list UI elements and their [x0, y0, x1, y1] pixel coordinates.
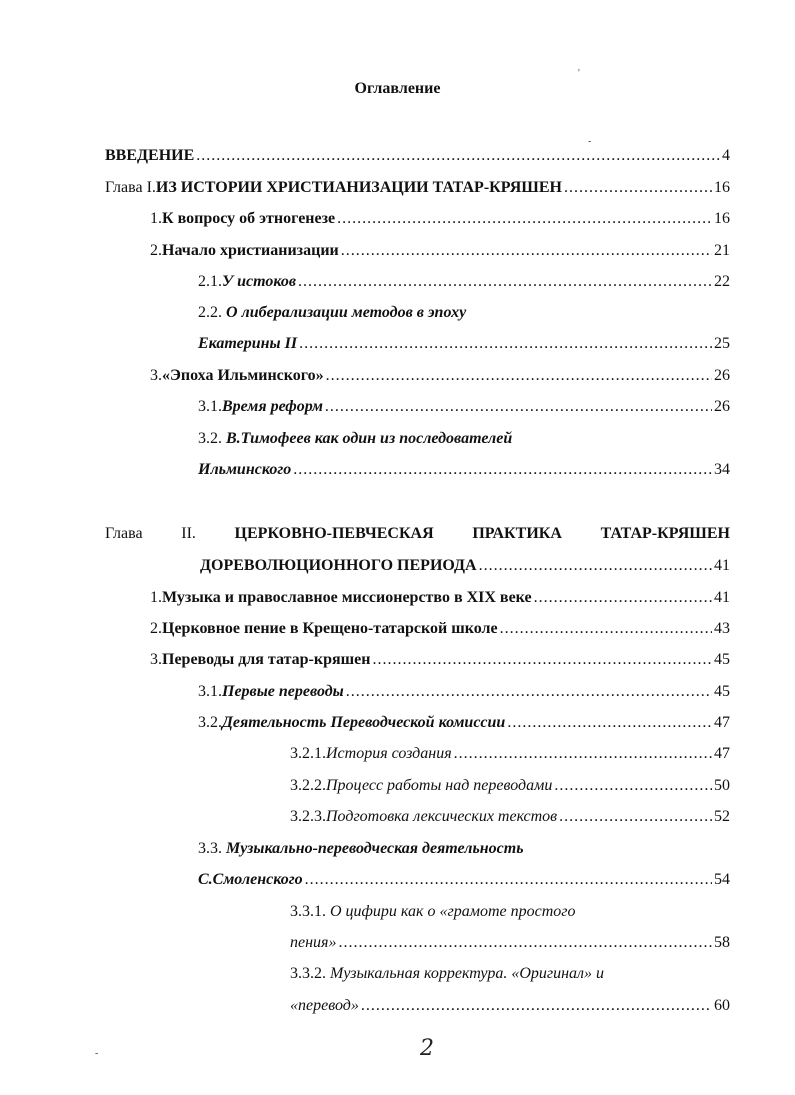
scan-speck: - [588, 136, 592, 147]
toc-entry-number: 2. [150, 620, 162, 637]
toc-dot-leader [325, 391, 712, 423]
toc-page-number: 41 [714, 589, 730, 606]
toc-dot-leader [554, 770, 712, 802]
toc-entry-label: Музыкальная корректура. «Оригинал» и [330, 965, 605, 982]
toc-entry-introduction[interactable] [105, 140, 730, 172]
toc-dot-leader [346, 676, 712, 708]
toc-dot-leader [341, 235, 712, 267]
toc-entry-2-3-3-line2[interactable] [198, 864, 730, 896]
toc-dot-leader [564, 172, 712, 204]
toc-entry-label: Переводы для татар-кряшен [162, 651, 371, 668]
toc-entry-label: Начало христианизации [162, 242, 339, 259]
toc-entry-label-cont: «перевод» [290, 997, 359, 1014]
toc-entry-number: 3.3.2. [290, 965, 330, 982]
toc-entry-2-3-1[interactable] [198, 676, 730, 708]
toc-page-number: 21 [714, 242, 730, 259]
toc-dot-leader [479, 550, 712, 582]
toc-entry-2-3-3-2-line1[interactable] [290, 958, 604, 990]
toc-entry-label: К вопросу об этногенезе [162, 210, 336, 227]
toc-entry-number: 2.2. [198, 304, 226, 321]
toc-entry-number: 2. [150, 242, 162, 259]
toc-entry-1-3[interactable] [150, 360, 730, 392]
toc-entry-number: 3. [150, 367, 162, 384]
toc-page-number: 22 [714, 273, 730, 290]
toc-page-number: 16 [714, 179, 730, 196]
toc-dot-leader [196, 140, 720, 172]
toc-entry-label: ТАТАР-КРЯШЕН [600, 525, 730, 542]
toc-entry-number: 3.2.2. [290, 777, 326, 794]
toc-page-number: 47 [714, 745, 730, 762]
toc-entry-label-cont: Ильминского [198, 461, 292, 478]
toc-entry-label-cont: Екатерины II [198, 335, 298, 352]
toc-entry-label: ВВЕДЕНИЕ [105, 147, 195, 164]
toc-dot-leader [372, 644, 712, 676]
toc-entry-2-3-3-1-line1[interactable] [290, 896, 576, 928]
toc-entry-1-1[interactable] [150, 203, 730, 235]
toc-entry-2-3[interactable] [150, 644, 730, 676]
toc-entry-1-2-1[interactable] [198, 266, 730, 298]
toc-entry-label: ЦЕРКОВНО-ПЕВЧЕСКАЯ [234, 525, 434, 542]
toc-page-number: 26 [714, 398, 730, 415]
toc-entry-2-3-2-3[interactable] [290, 801, 730, 833]
toc-entry-number: 1. [150, 210, 162, 227]
toc-page-number: 45 [714, 683, 730, 700]
toc-entry-label: О либерализации методов в эпоху [226, 304, 467, 321]
toc-entry-label: «Эпоха Ильминского» [162, 367, 324, 384]
toc-page-number: 60 [714, 997, 730, 1014]
toc-entry-2-3-2-1[interactable] [290, 738, 730, 770]
toc-page-number: 43 [714, 620, 730, 637]
toc-chapter-prefix: Глава I. [105, 179, 156, 196]
toc-page-number: 54 [714, 871, 730, 888]
toc-entry-number: 3.1. [198, 683, 222, 700]
handwritten-page-number: 2 [420, 1036, 434, 1061]
toc-entry-label: ПРАКТИКА [472, 525, 562, 542]
scan-speck: - [95, 1048, 99, 1059]
toc-dot-leader [298, 266, 712, 298]
toc-page-number: 45 [714, 651, 730, 668]
toc-entry-number: 3. [150, 651, 162, 668]
toc-dot-leader [299, 328, 712, 360]
toc-entry-number: 3.3.1. [290, 903, 330, 920]
toc-entry-1-3-2-line2[interactable] [198, 454, 730, 486]
toc-dot-leader [534, 582, 712, 614]
toc-entry-number: 3.3. [198, 840, 226, 857]
toc-page-number: 50 [714, 777, 730, 794]
toc-entry-2-3-2[interactable] [198, 707, 730, 739]
toc-entry-number: 3.2. [198, 714, 222, 731]
scan-speck: ' [578, 68, 580, 79]
toc-entry-chapter-2-line1[interactable] [105, 518, 730, 550]
toc-entry-label: Первые переводы [222, 683, 344, 700]
toc-entry-2-3-3-1-line2[interactable] [290, 927, 730, 959]
toc-page-number: 58 [714, 934, 730, 951]
toc-entry-1-3-1[interactable] [198, 391, 730, 423]
toc-dot-leader [559, 801, 712, 833]
toc-page-number: 4 [722, 147, 730, 164]
toc-entry-label: Время реформ [222, 398, 323, 415]
toc-entry-2-3-3-line1[interactable] [198, 833, 524, 865]
toc-entry-label-cont: ДОРЕВОЛЮЦИОННОГО ПЕРИОДА [200, 557, 477, 574]
toc-entry-label: Процесс работы над переводами [326, 777, 553, 794]
toc-entry-2-2[interactable] [150, 613, 730, 645]
toc-entry-2-3-2-2[interactable] [290, 770, 730, 802]
toc-entry-label: У истоков [222, 273, 297, 290]
page-title: Оглавление [354, 80, 441, 97]
toc-entry-label: Церковное пение в Крещено-татарской школе [162, 620, 498, 637]
toc-dot-leader [500, 613, 712, 645]
toc-dot-leader [361, 990, 712, 1022]
toc-entry-1-2-2-line2[interactable] [198, 328, 730, 360]
toc-dot-leader [305, 864, 712, 896]
toc-entry-number: 3.1. [198, 398, 222, 415]
toc-entry-number: 2.1. [198, 273, 222, 290]
toc-page-number: 41 [714, 557, 730, 574]
toc-entry-label: Музыка и православное миссионерство в XIX веке [162, 589, 532, 606]
toc-dot-leader [293, 454, 712, 486]
toc-entry-label: В.Тимофеев как один из последователей [226, 430, 513, 447]
toc-entry-1-2-2-line1[interactable] [198, 297, 466, 329]
toc-entry-2-1[interactable] [150, 582, 730, 614]
toc-entry-label: Подготовка лексических текстов [326, 808, 558, 825]
toc-dot-leader [326, 360, 712, 392]
toc-entry-label: Деятельность Переводческой комиссии [222, 714, 506, 731]
toc-entry-label: Музыкально-переводческая деятельность [226, 840, 524, 857]
toc-chapter-prefix: Глава [105, 525, 143, 542]
toc-page-number: 34 [714, 461, 730, 478]
toc-entry-number: 3.2.1. [290, 745, 326, 762]
toc-dot-leader [507, 707, 712, 739]
toc-chapter-prefix: II. [181, 525, 196, 542]
toc-entry-1-2[interactable] [150, 235, 730, 267]
toc-page-number: 47 [714, 714, 730, 731]
toc-entry-1-3-2-line1[interactable] [198, 423, 512, 455]
toc-entry-label: История создания [326, 745, 452, 762]
toc-page-number: 52 [714, 808, 730, 825]
toc-entry-number: 3.2.3. [290, 808, 326, 825]
toc-entry-chapter-1[interactable] [105, 172, 730, 204]
toc-entry-label-cont: пения» [290, 934, 337, 951]
toc-dot-leader [338, 927, 712, 959]
toc-entry-label: ИЗ ИСТОРИИ ХРИСТИАНИЗАЦИИ ТАТАР-КРЯШЕН [155, 179, 562, 196]
toc-entry-number: 3.2. [198, 430, 226, 447]
toc-entry-label: О цифири как о «грамоте простого [330, 903, 576, 920]
toc-entry-label-cont: С.Смоленского [198, 871, 303, 888]
toc-entry-number: 1. [150, 589, 162, 606]
toc-entry-chapter-2-line2[interactable] [200, 550, 730, 582]
toc-page-number: 16 [714, 210, 730, 227]
toc-entry-2-3-3-2-line2[interactable] [290, 990, 730, 1022]
toc-dot-leader [337, 203, 712, 235]
toc-page-number: 26 [714, 367, 730, 384]
toc-page-number: 25 [714, 335, 730, 352]
toc-dot-leader [454, 738, 712, 770]
